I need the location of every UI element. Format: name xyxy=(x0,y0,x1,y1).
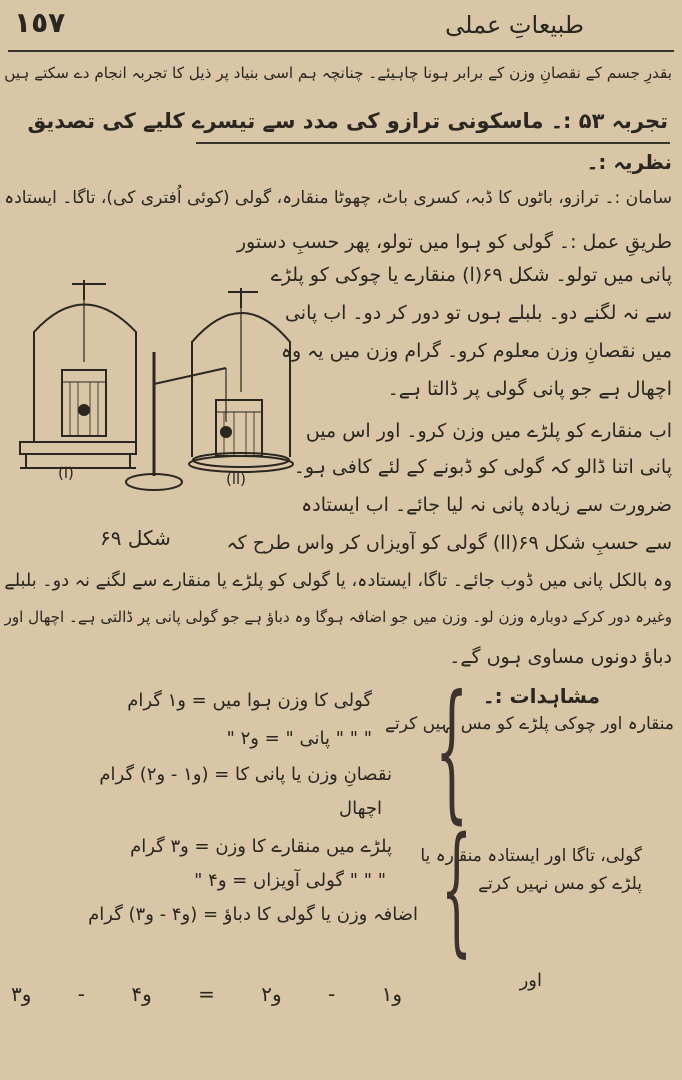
figure-label-i: (ا) xyxy=(58,464,74,482)
observation-note: گولی، تاگا اور ایستادہ منقارہ یا xyxy=(420,846,642,866)
method-line: اب منقارے کو پلڑے میں وزن کرو۔ اور اس میں xyxy=(305,420,672,442)
observation-note: منقارہ اور چوکی پلڑے کو مس نہیں کرتے xyxy=(385,714,674,734)
observation-row: پلڑے میں منقارے کا وزن = و۳ گرام xyxy=(130,836,392,857)
method-line: سے حسبِ شکل ۶۹(اا) گولی کو آویزاں کر واس طرح کہ xyxy=(226,532,672,554)
brace-group-1: { xyxy=(435,664,469,838)
title-underline xyxy=(196,142,670,144)
theory-label: نظریہ :۔ xyxy=(586,150,672,174)
observation-row: اچھال xyxy=(339,798,382,819)
balance-figure xyxy=(14,272,314,542)
method-line: اچھال ہے جو پانی گولی پر ڈالتا ہے۔ xyxy=(387,378,672,400)
brace-group-2: { xyxy=(440,808,473,971)
observation-row: " " " پانی " = و۲ " xyxy=(226,728,372,749)
observation-row: اضافہ وزن یا گولی کا دباؤ = (و۴ - و۳) گرام xyxy=(88,904,418,925)
method-line: پانی میں تولو۔ شکل ۶۹(ا) منقارے یا چوکی کو پلڑے xyxy=(270,264,672,286)
observation-row: گولی کا وزن ہوا میں = و۱ گرام xyxy=(127,690,372,711)
observations-title: مشاہدات :۔ xyxy=(482,684,600,708)
figure-caption: شکل ۶۹ xyxy=(100,526,171,550)
body-line: وہ بالکل پانی میں ڈوب جائے۔ تاگا، ایستادہ، یا گولی کو پلڑے یا منقارے سے لگنے نہ دو۔ بلبلے xyxy=(4,571,672,591)
apparatus-line: سامان :۔ ترازو، باٹوں کا ڈبہ، کسری باٹ، چھوٹا منقارہ، گولی (کوئی اُفتری کی)، تاگا۔ ایستادہ xyxy=(4,188,672,208)
method-line: پانی اتنا ڈالو کہ گولی کو ڈبونے کے لئے کافی ہو۔ xyxy=(293,456,672,478)
header-rule xyxy=(8,50,674,52)
experiment-title: تجربہ ۵۳ :۔ ماسکونی ترازو کی مدد سے تیسرے کلیے کی تصدیق xyxy=(27,109,668,133)
method-line: میں نقصانِ وزن معلوم کرو۔ گرام وزن میں یہ وہ xyxy=(280,340,672,362)
observation-note: پلڑے کو مس نہیں کرتے xyxy=(478,874,642,894)
body-line: دباؤ دونوں مساوی ہوں گے۔ xyxy=(449,646,672,668)
figure-label-ii: (اا) xyxy=(226,470,247,488)
intro-line: بقدرِ جسم کے نقصانِ وزن کے برابر ہونا چاہیئے۔ چنانچہ ہم اسی بنیاد پر ذیل کا تجربہ انجام دے سکتے ہیں xyxy=(4,64,672,82)
final-equation: و۱ - و۲ = و۴ - و۳ xyxy=(11,982,402,1006)
method-line: طریقِ عمل :۔ گولی کو ہوا میں تولو، پھر حسبِ دستور xyxy=(236,231,672,253)
observation-row: نقصانِ وزن یا پانی کا = (و۱ - و۲) گرام xyxy=(99,764,392,785)
running-title: طبیعاتِ عملی xyxy=(445,11,584,39)
and-word: اور xyxy=(519,970,542,991)
observation-row: " " " گولی آویزاں = و۴ " xyxy=(194,870,386,891)
body-line: وغیرہ دور کرکے دوبارہ وزن لو۔ وزن میں جو اضافہ ہوگا وہ دباؤ ہے جو گولی پانی پر ڈالتی ہے۔ اچھال اور xyxy=(4,608,672,626)
page-number: ١٥٧ xyxy=(14,6,66,39)
method-line: سے نہ لگنے دو۔ بلبلے ہوں تو دور کر دو۔ اب پانی xyxy=(284,302,672,324)
method-line: ضرورت سے زیادہ پانی نہ لیا جائے۔ اب ایستادہ xyxy=(301,494,672,516)
